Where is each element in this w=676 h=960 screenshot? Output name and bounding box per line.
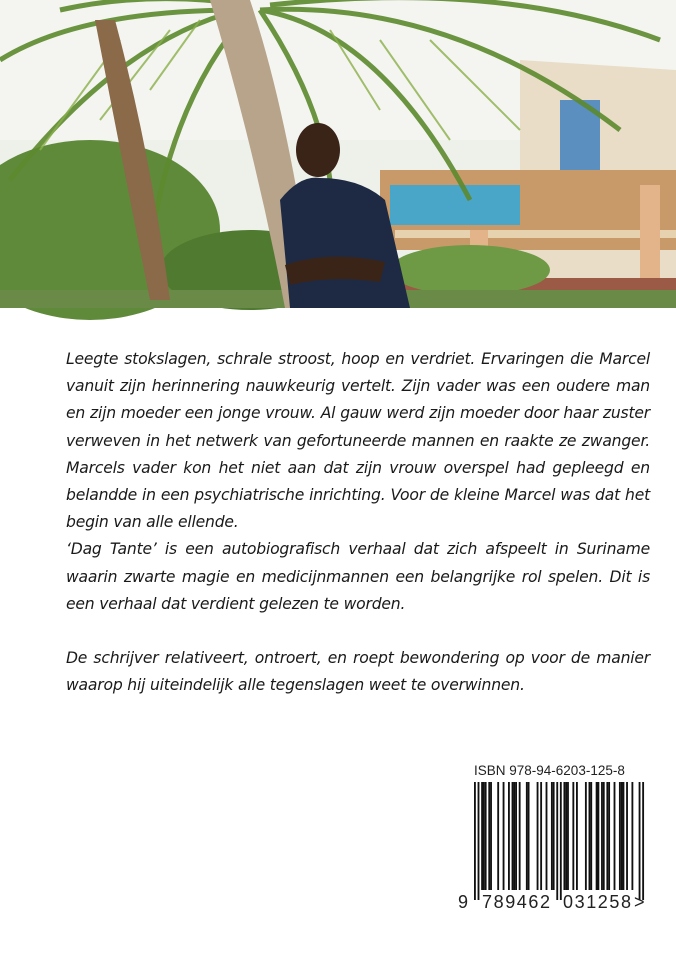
isbn-label: ISBN 978-94-6203-125-8 <box>474 763 625 778</box>
barcode-bar <box>481 782 483 890</box>
barcode-bar <box>503 782 505 890</box>
barcode-bar <box>519 782 521 890</box>
barcode-bar <box>606 782 608 890</box>
barcode-bar <box>572 782 574 890</box>
barcode-bar <box>639 782 641 900</box>
barcode-bar <box>626 782 628 890</box>
barcode-bar <box>474 782 476 900</box>
barcode-bar <box>585 782 587 890</box>
barcode-bar <box>560 782 562 900</box>
barcode-bar <box>603 782 605 890</box>
barcode-bar <box>483 782 485 890</box>
barcode-bar <box>551 782 553 890</box>
blurb-paragraph-2: ‘Dag Tante’ is een autobiografisch verhaal dat zich afspeelt in Suriname waarin zwarte magie en medicijnmannen een belangrijke rol spelen. Dit is een verhaal dat verdient gelezen te worden. <box>66 540 650 613</box>
barcode-bar <box>546 782 548 890</box>
barcode-bar <box>631 782 633 890</box>
barcode-bar <box>608 782 610 890</box>
barcode-bar <box>642 782 644 900</box>
barcode-right-digits: 031258 <box>563 892 631 912</box>
barcode-bar <box>563 782 565 890</box>
barcode-bar <box>614 782 616 890</box>
barcode-bar <box>540 782 542 890</box>
barcode-bar <box>497 782 499 890</box>
blurb-paragraph-3: De schrijver relativeert, ontroert, en roept bewondering op voor de manier waarop hij uiteindelijk alle tegenslagen weet te overwinnen. <box>66 649 650 695</box>
barcode-bar <box>567 782 569 890</box>
barcode-bar <box>565 782 567 890</box>
barcode-bar <box>490 782 492 890</box>
cover-photo <box>0 0 676 308</box>
barcode-bar <box>515 782 517 890</box>
barcode-bar <box>621 782 623 890</box>
back-cover-blurb <box>66 346 650 699</box>
isbn-barcode <box>458 782 645 912</box>
barcode-bar <box>619 782 621 890</box>
barcode-bar <box>478 782 480 900</box>
barcode-bar <box>556 782 558 900</box>
barcode-bar <box>589 782 591 890</box>
barcode-first-digit: 9 <box>458 892 469 912</box>
barcode-bar <box>623 782 625 890</box>
barcode-bar <box>596 782 598 890</box>
barcode-bar <box>488 782 490 890</box>
barcode-bar <box>512 782 514 890</box>
barcode-left-digits: 789462 <box>482 892 550 912</box>
barcode-bar <box>590 782 592 890</box>
barcode-bar <box>528 782 530 890</box>
barcode-bar <box>508 782 510 890</box>
barcode-bar <box>601 782 603 890</box>
barcode-bar <box>513 782 515 890</box>
barcode-bar <box>537 782 539 890</box>
barcode-bar <box>576 782 578 890</box>
barcode-bar <box>485 782 487 890</box>
barcode-bar <box>526 782 528 890</box>
blurb-paragraph-1: Leegte stokslagen, schrale stroost, hoop en verdriet. Ervaringen die Marcel vanuit zijn herinnering nauwkeurig vertelt. Zijn vader was een oudere man en zijn moeder een jonge vrouw. Al gauw werd zijn moeder door haar zuster verweven in het netwerk van gefortuneerde mannen en raakte ze zwanger. Marcels vader kon het niet aan dat zijn vrouw overspel had gepleegd en belandde in een psychiatrische inrichting. Voor de kleine Marcel was dat het begin van alle ellende. <box>66 350 650 532</box>
barcode-quiet-marker: > <box>634 892 645 912</box>
barcode-bar <box>597 782 599 890</box>
barcode-bar <box>553 782 555 890</box>
